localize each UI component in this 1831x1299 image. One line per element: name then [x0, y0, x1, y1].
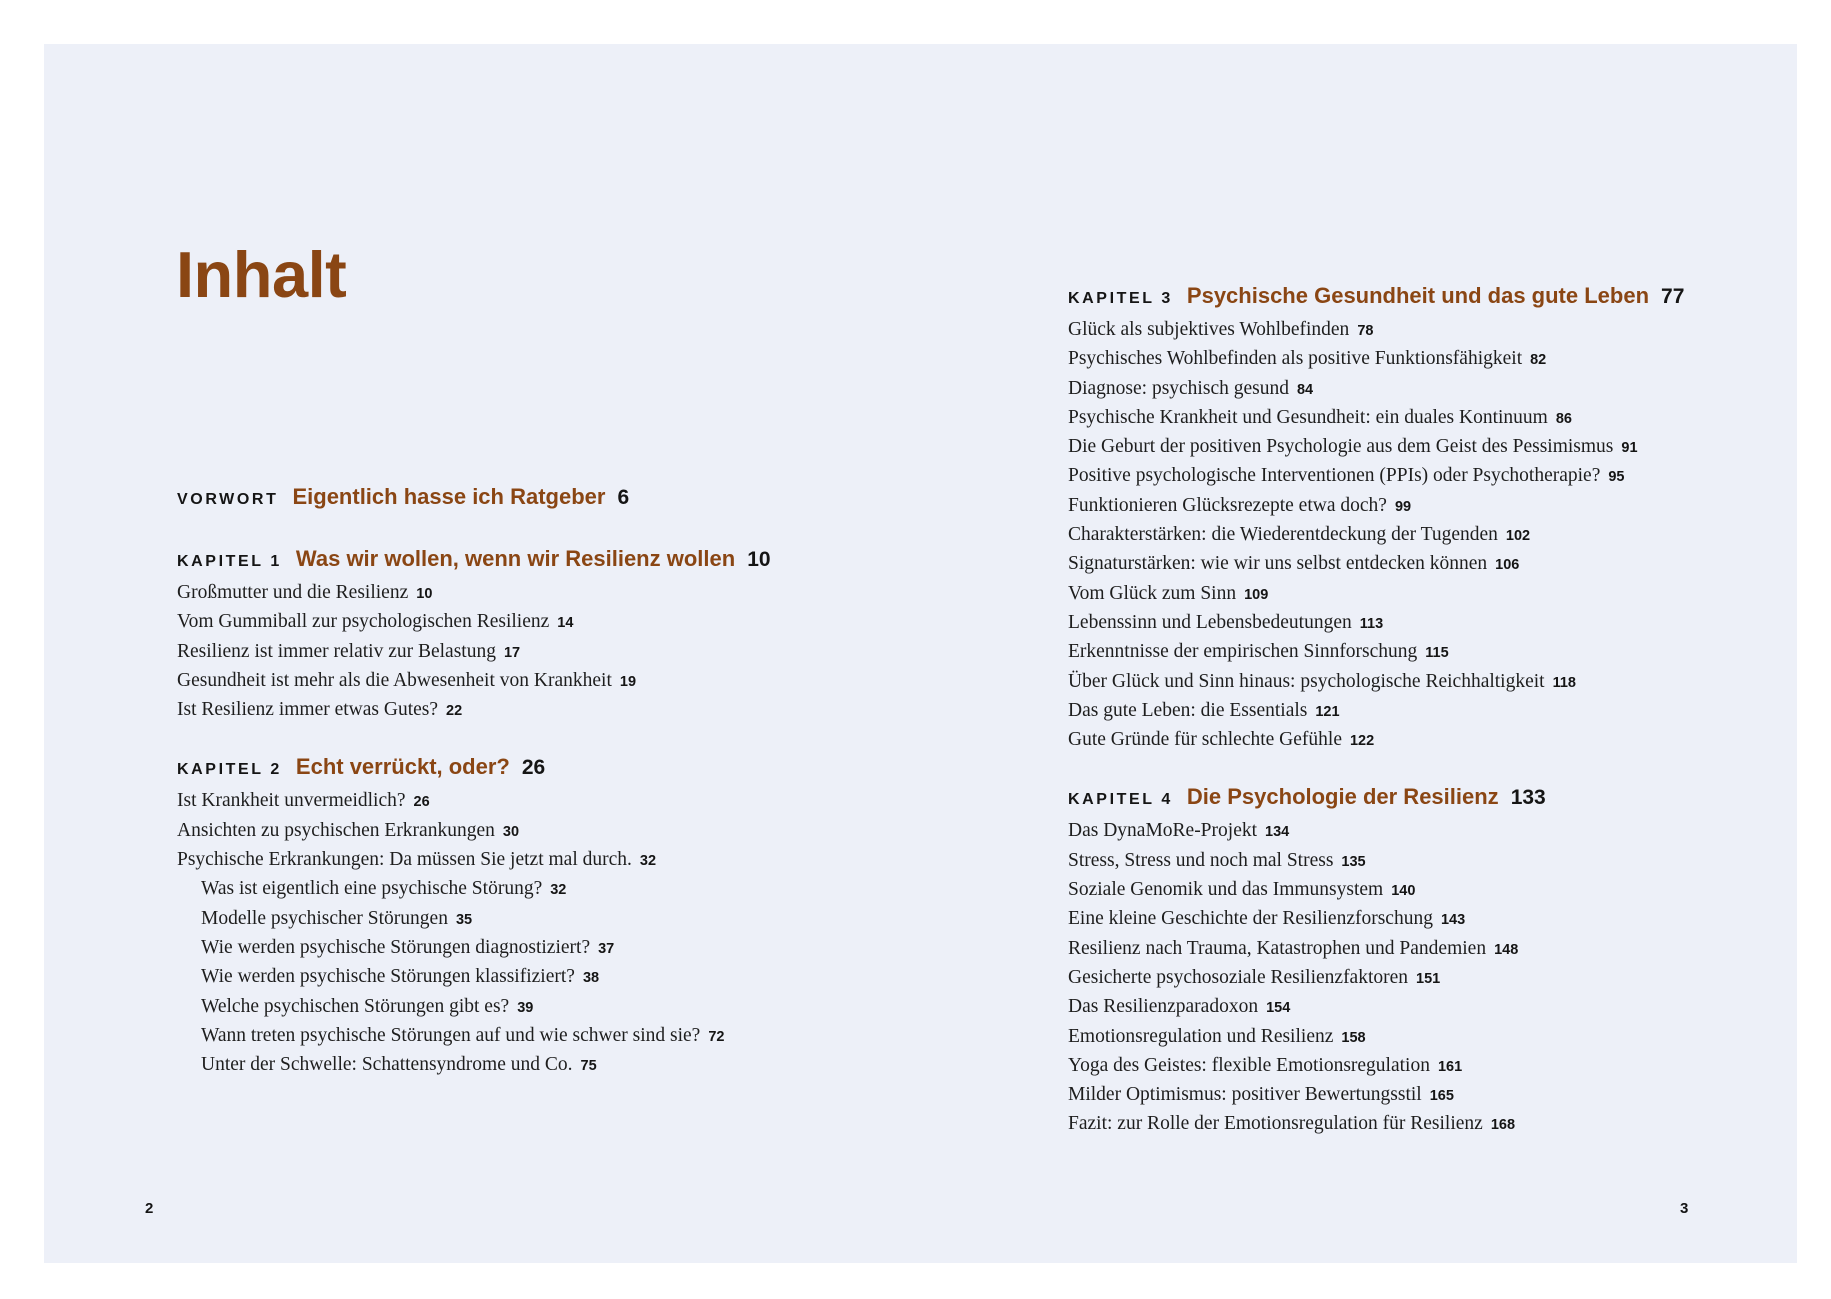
toc-left-column	[177, 484, 897, 1109]
entry-title: Yoga des Geistes: flexible Emotionsregulation	[1068, 1054, 1430, 1076]
toc-entry[interactable]	[1068, 992, 1768, 1021]
entry-page-number: 95	[1608, 469, 1625, 486]
entry-page-number: 86	[1555, 410, 1572, 427]
entry-title: Gute Gründe für schlechte Gefühle	[1068, 729, 1342, 751]
entry-page-number: 17	[503, 644, 521, 661]
toc-entry[interactable]	[1068, 725, 1768, 754]
toc-entry[interactable]	[1068, 403, 1768, 432]
toc-section	[1068, 784, 1768, 1138]
section-heading[interactable]	[177, 546, 897, 578]
entry-title: Resilienz ist immer relativ zur Belastung	[177, 640, 496, 662]
entry-title: Emotionsregulation und Resilienz	[1068, 1025, 1334, 1047]
entry-page-number: 168	[1490, 1117, 1516, 1134]
entry-page-number: 82	[1530, 352, 1547, 369]
entry-page-number: 135	[1341, 853, 1366, 870]
entry-page-number: 84	[1296, 381, 1314, 398]
entry-title: Psychisches Wohlbefinden als positive Funktionsfähigkeit	[1068, 348, 1523, 370]
entry-title: Psychische Krankheit und Gesundheit: ein duales Kontinuum	[1068, 406, 1548, 428]
entry-title: Wie werden psychische Störungen diagnostiziert?	[201, 936, 591, 958]
entry-title: Das DynaMoRe-Projekt	[1068, 820, 1258, 842]
entry-page-number: 121	[1315, 703, 1340, 720]
section-page-number: 133	[1510, 786, 1546, 810]
entry-title: Signaturstärken: wie wir uns selbst entdecken können	[1068, 553, 1488, 575]
toc-entry[interactable]	[1068, 1080, 1768, 1109]
entry-title: Psychische Erkrankungen: Da müssen Sie jetzt mal durch.	[177, 849, 632, 871]
section-heading[interactable]	[177, 754, 897, 786]
toc-entry[interactable]	[1068, 963, 1768, 992]
section-page-number: 10	[747, 548, 771, 571]
section-label: KAPITEL 3	[1068, 290, 1173, 307]
entry-page-number: 19	[619, 673, 637, 690]
toc-entry[interactable]	[177, 786, 897, 815]
section-page-number: 77	[1661, 285, 1685, 308]
entry-page-number: 140	[1391, 883, 1416, 900]
section-heading[interactable]	[1068, 784, 1768, 816]
toc-entry-list	[177, 578, 897, 724]
section-title: Was wir wollen, wenn wir Resilienz wollen	[295, 546, 736, 571]
entry-title: Vom Gummiball zur psychologischen Resilienz	[177, 611, 550, 633]
section-title: Die Psychologie der Resilienz	[1186, 784, 1499, 810]
page-number-right: 3	[1680, 1200, 1689, 1217]
section-title: Psychische Gesundheit und das gute Leben	[1186, 283, 1650, 308]
toc-entry[interactable]	[1068, 315, 1768, 344]
section-label: VORWORT	[177, 491, 279, 508]
section-label: KAPITEL 1	[177, 553, 282, 570]
entry-title: Wie werden psychische Störungen klassifiziert?	[201, 966, 575, 988]
toc-entry[interactable]	[1068, 846, 1768, 875]
toc-entry[interactable]	[1068, 520, 1768, 549]
toc-entry[interactable]	[1068, 1109, 1768, 1138]
entry-title: Ist Krankheit unvermeidlich?	[177, 790, 406, 812]
section-heading[interactable]	[1068, 283, 1768, 315]
entry-page-number: 109	[1244, 586, 1269, 603]
toc-entry-list	[1068, 315, 1768, 754]
entry-page-number: 151	[1416, 970, 1441, 987]
entry-title: Wann treten psychische Störungen auf und wie schwer sind sie?	[201, 1024, 701, 1046]
toc-entry[interactable]	[1068, 374, 1768, 403]
entry-title: Eine kleine Geschichte der Resilienzforschung	[1068, 908, 1433, 930]
entry-page-number: 154	[1266, 1000, 1291, 1017]
entry-page-number: 165	[1429, 1088, 1454, 1105]
entry-title: Was ist eigentlich eine psychische Störung?	[201, 878, 543, 900]
toc-entry[interactable]	[177, 816, 897, 845]
entry-page-number: 32	[639, 853, 657, 870]
toc-entry[interactable]	[1068, 667, 1768, 696]
entry-title: Fazit: zur Rolle der Emotionsregulation für Resilienz	[1068, 1113, 1483, 1135]
entry-page-number: 106	[1495, 557, 1520, 574]
toc-entry[interactable]	[1068, 432, 1768, 461]
section-label: KAPITEL 2	[177, 761, 282, 779]
toc-subentry[interactable]	[177, 1021, 897, 1050]
entry-page-number: 161	[1437, 1058, 1463, 1075]
entry-title: Vom Glück zum Sinn	[1068, 582, 1237, 604]
toc-entry[interactable]	[1068, 816, 1768, 845]
toc-subentry[interactable]	[177, 874, 897, 903]
entry-title: Über Glück und Sinn hinaus: psychologische Reichhaltigkeit	[1068, 670, 1545, 692]
entry-page-number: 122	[1349, 733, 1375, 750]
page-number-left: 2	[145, 1200, 154, 1217]
entry-page-number: 158	[1341, 1029, 1366, 1046]
toc-entry[interactable]	[177, 666, 897, 695]
toc-entry[interactable]	[177, 578, 897, 607]
entry-title: Diagnose: psychisch gesund	[1068, 377, 1289, 399]
entry-title: Positive psychologische Interventionen (PPIs) oder Psychotherapie?	[1068, 465, 1601, 487]
entry-page-number: 75	[580, 1058, 597, 1075]
toc-entry[interactable]	[177, 637, 897, 666]
entry-title: Charakterstärken: die Wiederentdeckung der Tugenden	[1068, 524, 1498, 546]
section-title: Eigentlich hasse ich Ratgeber	[292, 484, 606, 509]
entry-page-number: 14	[557, 615, 574, 632]
toc-section	[177, 484, 897, 516]
entry-page-number: 39	[517, 999, 534, 1016]
entry-page-number: 26	[413, 794, 430, 811]
toc-entry[interactable]	[1068, 875, 1768, 904]
toc-entry[interactable]	[1068, 461, 1768, 490]
toc-entry[interactable]	[1068, 934, 1768, 963]
entry-page-number: 148	[1494, 941, 1519, 958]
toc-entry-list	[177, 786, 897, 1079]
toc-right-column	[1068, 283, 1768, 1169]
toc-entry[interactable]	[1068, 637, 1768, 666]
entry-page-number: 32	[550, 882, 567, 899]
toc-entry[interactable]	[1068, 608, 1768, 637]
entry-title: Resilienz nach Trauma, Katastrophen und Pandemien	[1068, 937, 1487, 959]
entry-title: Erkenntnisse der empirischen Sinnforschung	[1068, 641, 1418, 663]
toc-section	[177, 754, 897, 1079]
entry-page-number: 38	[582, 970, 600, 987]
entry-page-number: 115	[1425, 645, 1449, 662]
entry-title: Welche psychischen Störungen gibt es?	[201, 995, 510, 1017]
toc-subentry[interactable]	[177, 933, 897, 962]
toc-entry[interactable]	[177, 607, 897, 636]
toc-entry[interactable]	[1068, 696, 1768, 725]
entry-title: Modelle psychischer Störungen	[201, 907, 448, 929]
entry-title: Das gute Leben: die Essentials	[1068, 699, 1308, 721]
entry-page-number: 10	[416, 586, 433, 602]
entry-page-number: 99	[1394, 498, 1412, 515]
page-title: Inhalt	[176, 238, 347, 311]
entry-title: Gesicherte psychosoziale Resilienzfaktoren	[1068, 966, 1409, 988]
entry-page-number: 143	[1440, 912, 1466, 929]
entry-page-number: 37	[598, 940, 615, 957]
entry-page-number: 118	[1552, 674, 1576, 691]
toc-subentry[interactable]	[177, 992, 897, 1021]
entry-page-number: 78	[1357, 323, 1374, 339]
entry-title: Gesundheit ist mehr als die Abwesenheit von Krankheit	[177, 669, 612, 691]
entry-title: Stress, Stress und noch mal Stress	[1068, 849, 1334, 871]
toc-entry[interactable]	[1068, 1051, 1768, 1080]
toc-subentry[interactable]	[177, 904, 897, 933]
toc-entry[interactable]	[177, 695, 897, 724]
section-page-number: 6	[617, 486, 630, 509]
entry-page-number: 134	[1265, 824, 1290, 841]
toc-entry[interactable]	[1068, 549, 1768, 578]
entry-title: Glück als subjektives Wohlbefinden	[1068, 319, 1350, 340]
toc-entry[interactable]	[1068, 344, 1768, 373]
entry-title: Die Geburt der positiven Psychologie aus dem Geist des Pessimismus	[1068, 436, 1614, 458]
toc-entry[interactable]	[177, 845, 897, 874]
entry-title: Lebenssinn und Lebensbedeutungen	[1068, 611, 1352, 633]
entry-title: Das Resilienzparadoxon	[1068, 996, 1259, 1018]
entry-title: Ist Resilienz immer etwas Gutes?	[177, 699, 439, 721]
toc-entry-list	[1068, 816, 1768, 1138]
entry-title: Milder Optimismus: positiver Bewertungsstil	[1068, 1084, 1422, 1106]
entry-title: Ansichten zu psychischen Erkrankungen	[177, 819, 495, 841]
section-label: KAPITEL 4	[1068, 791, 1173, 809]
toc-section	[177, 546, 897, 724]
entry-page-number: 102	[1505, 528, 1531, 545]
entry-title: Unter der Schwelle: Schattensyndrome und Co.	[201, 1054, 573, 1076]
toc-section	[1068, 283, 1768, 754]
toc-entry[interactable]	[1068, 491, 1768, 520]
entry-page-number: 30	[502, 823, 520, 840]
toc-entry[interactable]	[1068, 904, 1768, 933]
toc-subentry[interactable]	[177, 962, 897, 991]
section-page-number: 26	[521, 756, 546, 780]
entry-page-number: 113	[1359, 615, 1384, 632]
entry-page-number: 72	[708, 1028, 725, 1045]
entry-title: Soziale Genomik und das Immunsystem	[1068, 879, 1384, 901]
entry-title: Großmutter und die Resilienz	[177, 582, 409, 603]
toc-entry[interactable]	[1068, 1022, 1768, 1051]
entry-page-number: 22	[446, 703, 463, 720]
section-heading[interactable]	[177, 484, 897, 516]
entry-title: Funktionieren Glücksrezepte etwa doch?	[1068, 494, 1387, 516]
entry-page-number: 35	[455, 911, 473, 928]
toc-subentry[interactable]	[177, 1050, 897, 1079]
toc-entry[interactable]	[1068, 579, 1768, 608]
section-title: Echt verrückt, oder?	[295, 754, 510, 780]
entry-page-number: 91	[1621, 440, 1638, 457]
